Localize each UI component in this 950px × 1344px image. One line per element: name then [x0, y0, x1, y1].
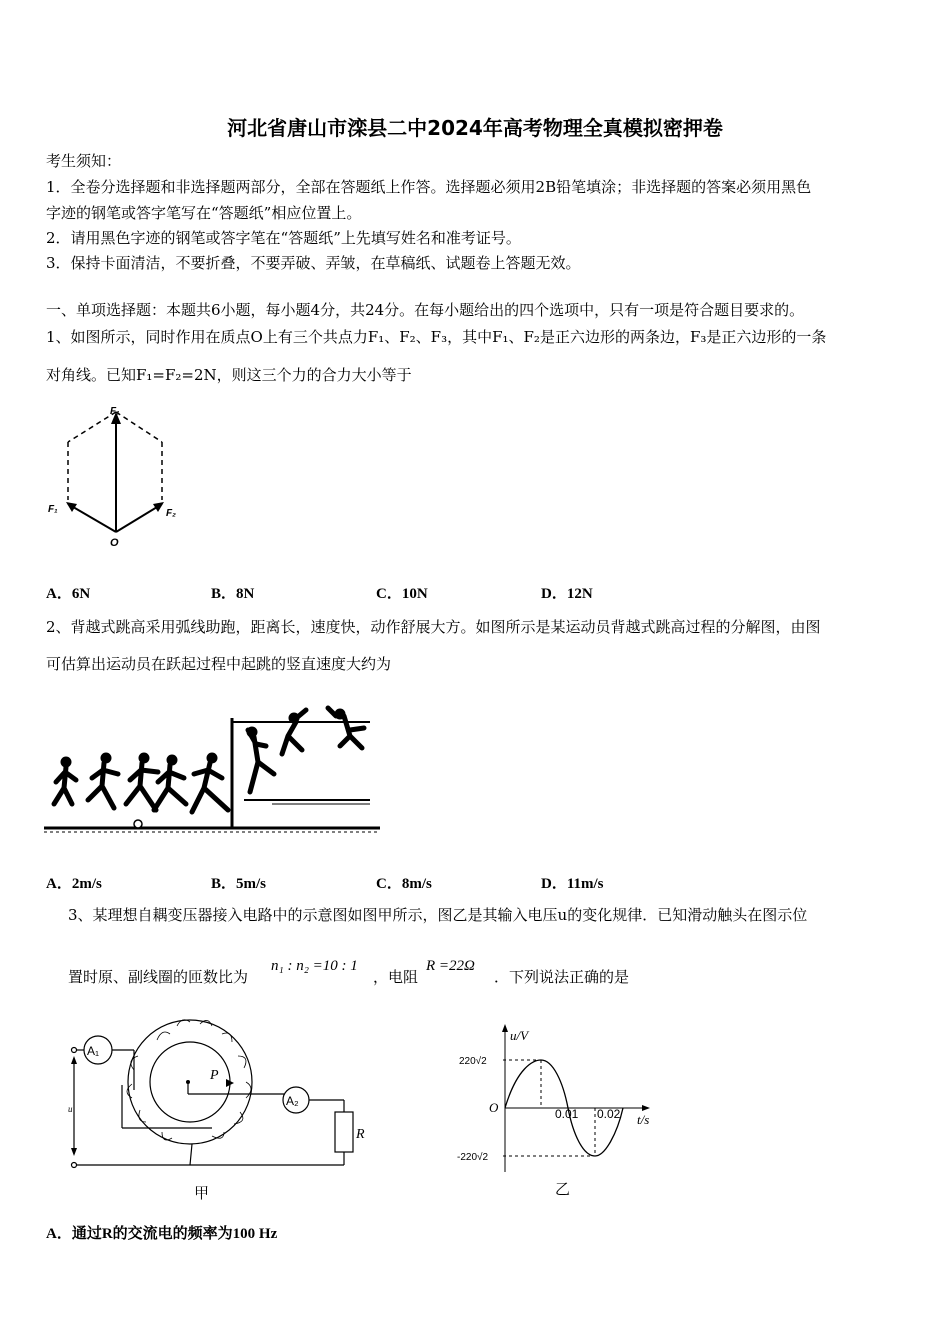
- athlete-figure: [54, 757, 76, 804]
- q3-stem-line2c: ．下列说法正确的是: [494, 968, 630, 986]
- y-axis-label: u/V: [510, 1028, 529, 1043]
- origin-label: O: [489, 1100, 499, 1115]
- f2-vector: [116, 504, 162, 532]
- resistor-r: [335, 1112, 353, 1152]
- q2-stem-line1: 2、背越式跳高采用弧线助跑，距离长，速度快，动作舒展大方。如图所示是某运动员背越式跳高过程的分解图，由图: [46, 618, 821, 636]
- q3-turns-ratio: n₁ : n₂ =10 : 1: [271, 958, 358, 974]
- q3-stem-line2a: 置时原、副线圈的匝数比为: [68, 968, 249, 986]
- label-f2: F₂: [166, 508, 176, 519]
- notice-item: 2．请用黑色字迹的钢笔或答字笔在“答题纸”上先填写姓名和准考证号。: [46, 229, 521, 247]
- tick-label-top: 220√2: [459, 1056, 487, 1067]
- q2-option-c[interactable]: C．8m/s: [376, 876, 432, 892]
- q2-high-jump-figure: [44, 700, 384, 840]
- athlete-figure: [328, 708, 364, 748]
- q2-option-d[interactable]: D．11m/s: [541, 876, 604, 892]
- label-o: O: [110, 537, 119, 549]
- q1-option-c[interactable]: C．10N: [376, 586, 428, 602]
- figure-caption-jia: 甲: [194, 1184, 210, 1202]
- hex-edge: [68, 412, 116, 442]
- tick-label-bottom: -220√2: [457, 1152, 489, 1163]
- terminal: [72, 1163, 77, 1168]
- q1-stem-line1: 1、如图所示，同时作用在质点O上有三个共点力F₁、F₂、F₃，其中F₁、F₂是正六边形的两条边，F₃是正六边形的一条: [46, 328, 827, 346]
- q3-voltage-chart: [455, 1022, 685, 1202]
- ball: [134, 820, 142, 828]
- q3-resistance: R =22Ω: [426, 958, 475, 974]
- tick-label-x1: 0.01: [555, 1107, 579, 1121]
- q3-stem-line2b: ，电阻: [373, 968, 419, 986]
- q1-option-d[interactable]: D．12N: [541, 586, 593, 602]
- section-heading: 一、单项选择题：本题共6小题，每小题4分，共24分。在每小题给出的四个选项中，只有一项是符合题目要求的。: [46, 301, 805, 319]
- figure-caption-yi: 乙: [555, 1180, 571, 1198]
- label-f3: F₁: [110, 406, 120, 417]
- label-a2: A₂: [286, 1094, 299, 1108]
- q2-option-b[interactable]: B．5m/s: [211, 876, 267, 892]
- label-r: R: [356, 1127, 365, 1142]
- f1-vector: [68, 504, 116, 532]
- q3-option-a[interactable]: A．通过R的交流电的频率为100 Hz: [46, 1226, 278, 1242]
- label-p: P: [210, 1068, 219, 1083]
- athlete-figure: [247, 727, 274, 792]
- notice-item: 1．全卷分选择题和非选择题两部分，全部在答题纸上作答。选择题必须用2B铅笔填涂；非选择题的答案必须用黑色: [46, 178, 812, 196]
- page-title: 河北省唐山市滦县二中2024年高考物理全真模拟密押卷: [227, 116, 723, 140]
- athlete-figure: [126, 753, 158, 810]
- label-u: u: [68, 1104, 73, 1114]
- q1-option-b[interactable]: B．8N: [211, 586, 255, 602]
- tick-label-x2: 0.02: [597, 1107, 621, 1121]
- notice-heading: 考生须知：: [46, 152, 122, 170]
- q3-circuit-figure: [62, 1010, 382, 1205]
- terminal: [72, 1048, 77, 1053]
- label-f1: F₁: [48, 504, 58, 515]
- notice-item: 字迹的钢笔或答字笔写在“答题纸”相应位置上。: [46, 204, 362, 222]
- arrowhead: [66, 502, 77, 512]
- q1-hexagon-figure: [44, 400, 194, 555]
- athlete-figure: [192, 753, 228, 812]
- q3-stem-line1: 3、某理想自耦变压器接入电路中的示意图如图甲所示，图乙是其输入电压u的变化规律．已知滑动触头在图示位: [68, 906, 808, 924]
- notice-item: 3．保持卡面清洁，不要折叠，不要弄破、弄皱，在草稿纸、试题卷上答题无效。: [46, 254, 581, 272]
- athlete-figure: [154, 755, 186, 810]
- q2-stem-line2: 可估算出运动员在跃起过程中起跳的竖直速度大约为: [46, 655, 392, 673]
- q1-option-a[interactable]: A．6N: [46, 586, 91, 602]
- x-axis-label: t/s: [637, 1112, 650, 1127]
- q1-stem-line2: 对角线。已知F₁=F₂=2N，则这三个力的合力大小等于: [46, 366, 412, 384]
- arrowhead: [153, 502, 164, 512]
- hex-edge: [116, 412, 162, 442]
- athlete-figure: [88, 753, 118, 808]
- label-a1: A₁: [87, 1044, 100, 1058]
- q2-option-a[interactable]: A．2m/s: [46, 876, 102, 892]
- athlete-figure: [282, 710, 306, 754]
